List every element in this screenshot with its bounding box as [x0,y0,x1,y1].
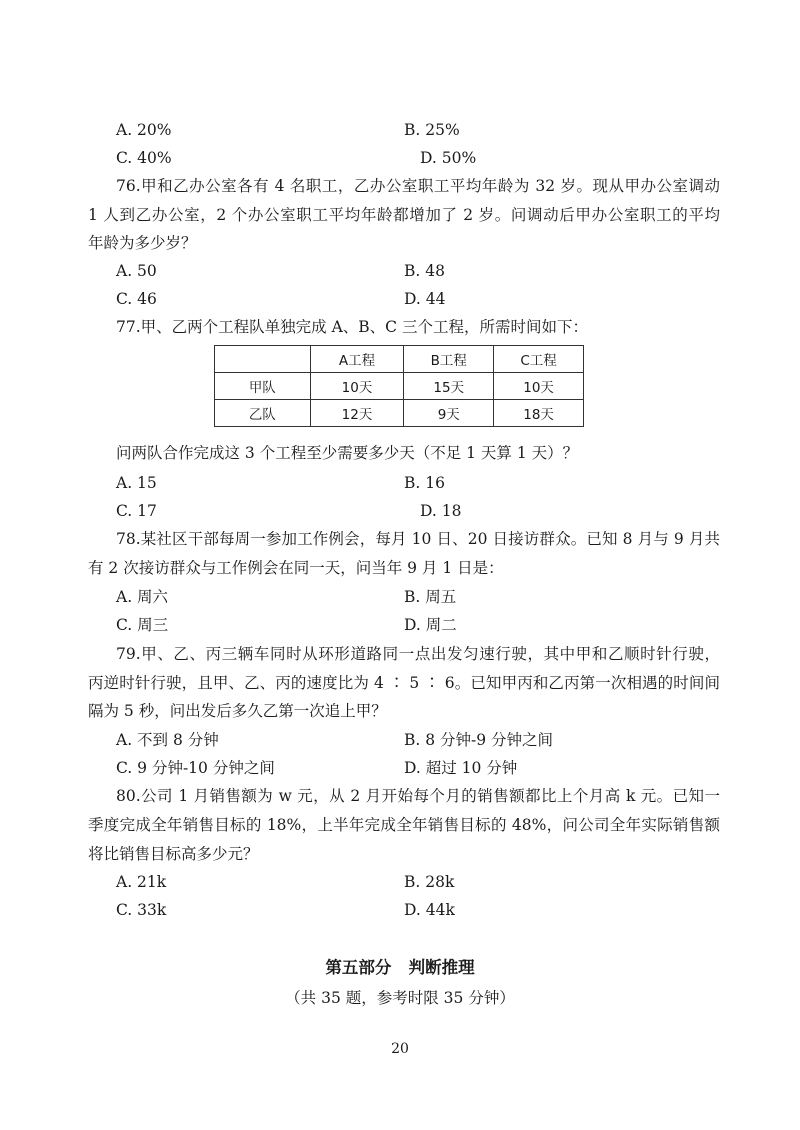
q79-option-d: D. 超过 10 分钟 [404,759,518,777]
q79-option-c: C. 9 分钟-10 分钟之间 [116,759,275,777]
q78-stem-line2: 有 2 次接访群众与工作例会在同一天，问当年 9 月 1 日是： [88,559,504,577]
q80-option-a: A. 21k [116,873,167,891]
q77-option-a: A. 15 [116,474,157,492]
q77-option-d: D. 18 [420,502,462,520]
q77-time-table [214,345,584,427]
q76-option-b: B. 48 [404,262,445,280]
section-title: 第五部分 判断推理 [325,958,475,977]
table-cell: 18天 [494,400,584,427]
q77-stem-line2: 问两队合作完成这 3 个工程至少需要多少天（不足 1 天算 1 天）？ [116,444,579,462]
q76-stem-line1: 76.甲和乙办公室各有 4 名职工，乙办公室职工平均年龄为 32 岁。现从甲办公室调动 [116,177,720,195]
q76-stem-line3: 年龄为多少岁？ [88,234,197,252]
q77-stem-line1: 77.甲、乙两个工程队单独完成 A、B、C 三个工程，所需时间如下： [116,318,588,336]
q78-stem-line1: 78.某社区干部每周一参加工作例会，每月 10 日、20 日接访群众。已知 8 月与 9 月共 [116,530,720,548]
q79-stem-line2: 丙逆时针行驶，且甲、乙、丙的速度比为 4 ∶ 5 ∶ 6。已知甲丙和乙丙第一次相遇的时间间 [88,674,720,692]
q76-option-a: A. 50 [116,262,157,280]
table-row [215,400,584,427]
table-header-cell: B工程 [404,346,494,373]
section-subtitle: （共 35 题，参考时限 35 分钟） [285,989,515,1007]
table-cell: 12天 [310,400,404,427]
q75-option-c: C. 40% [116,149,172,167]
q76-option-c: C. 46 [116,290,157,308]
q76-stem-line2: 1 人到乙办公室，2 个办公室职工平均年龄都增加了 2 岁。问调动后甲办公室职工的平均 [88,206,720,224]
q80-option-b: B. 28k [404,873,455,891]
q78-option-d: D. 周二 [404,616,457,634]
q79-stem-line3: 隔为 5 秒，问出发后多久乙第一次追上甲？ [88,702,387,720]
q78-option-b: B. 周五 [404,588,457,606]
q78-option-c: C. 周三 [116,616,169,634]
q75-option-b: B. 25% [404,121,460,139]
q75-option-a: A. 20% [116,121,172,139]
q75-option-d: D. 50% [420,149,477,167]
q78-option-a: A. 周六 [116,588,169,606]
table-cell: 9天 [404,400,494,427]
table-header-cell: C工程 [494,346,584,373]
table-header-cell [215,346,311,373]
q79-stem-line1: 79.甲、乙、丙三辆车同时从环形道路同一点出发匀速行驶，其中甲和乙顺时针行驶， [116,645,720,663]
q80-stem-line1: 80.公司 1 月销售额为 w 元，从 2 月开始每个月的销售额都比上个月高 k 元。已知一 [116,787,720,805]
q76-option-d: D. 44 [404,290,446,308]
q80-stem-line2: 季度完成全年销售目标的 18%，上半年完成全年销售目标的 48%，问公司全年实际销售额 [88,816,720,834]
table-row [215,373,584,400]
table-cell: 10天 [310,373,404,400]
table-cell: 甲队 [215,373,311,400]
table-header-row [215,346,584,373]
q79-option-a: A. 不到 8 分钟 [116,731,219,749]
page-number: 20 [391,1041,409,1057]
q80-stem-line3: 将比销售目标高多少元？ [88,845,259,863]
q77-option-c: C. 17 [116,502,157,520]
q80-option-c: C. 33k [116,901,167,919]
table-header-cell: A工程 [310,346,404,373]
q80-option-d: D. 44k [404,901,455,919]
q77-option-b: B. 16 [404,474,445,492]
table-cell: 15天 [404,373,494,400]
table-cell: 10天 [494,373,584,400]
q79-option-b: B. 8 分钟-9 分钟之间 [404,731,554,749]
table-cell: 乙队 [215,400,311,427]
